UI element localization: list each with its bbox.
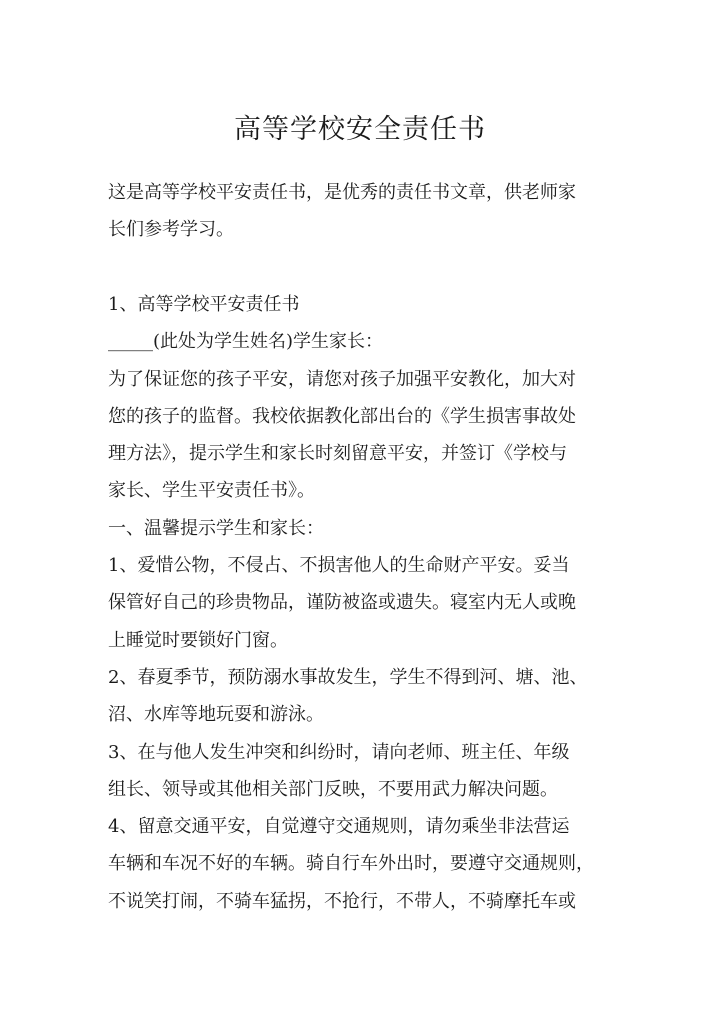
text-line: 理方法》，提示学生和家长时刻留意平安，并签订《学校与 — [108, 443, 567, 465]
intro-paragraph — [108, 174, 616, 248]
salutation-line: _____(此处为学生姓名)学生家长： — [108, 331, 384, 353]
text-line: 4、留意交通平安，自觉遵守交通规则，请勿乘坐非法营运 — [108, 816, 570, 838]
text-line: 家长、学生平安责任书》。 — [108, 480, 315, 502]
document-title: 高等学校安全责任书 — [234, 114, 486, 145]
text-line: 2、春夏季节，预防溺水事故发生，学生不得到河、塘、池、 — [108, 666, 588, 688]
body-content — [108, 286, 616, 920]
text-line: 为了保证您的孩子平安，请您对孩子加强平安教化，加大对 — [108, 368, 576, 390]
text-line: 您的孩子的监督。我校依据教化部出台的《学生损害事故处 — [108, 405, 576, 427]
text-line: 长们参考学习。 — [108, 219, 234, 240]
text-line: 组长、领导或其他相关部门反映，不要用武力解决问题。 — [108, 778, 558, 800]
text-line: 保管好自己的珍贵物品，谨防被盗或遗失。寝室内无人或晚 — [108, 592, 576, 614]
text-line: 不说笑打闹，不骑车猛拐，不抢行，不带人，不骑摩托车或 — [108, 890, 576, 912]
subsection-heading: 一、温馨提示学生和家长： — [108, 517, 324, 539]
text-line: 3、在与他人发生冲突和纠纷时，请向老师、班主任、年级 — [108, 741, 570, 763]
text-line: 上睡觉时要锁好门窗。 — [108, 629, 288, 651]
text-line: 沼、水库等地玩耍和游泳。 — [108, 704, 324, 726]
section-heading: 1、高等学校平安责任书 — [108, 294, 300, 315]
text-line: 1、爱惜公物，不侵占、不损害他人的生命财产平安。妥当 — [108, 555, 570, 577]
text-line: 车辆和车况不好的车辆。骑自行车外出时，要遵守交通规则， — [108, 853, 594, 875]
text-line: 这是高等学校平安责任书，是优秀的责任书文章，供老师家 — [108, 182, 576, 203]
